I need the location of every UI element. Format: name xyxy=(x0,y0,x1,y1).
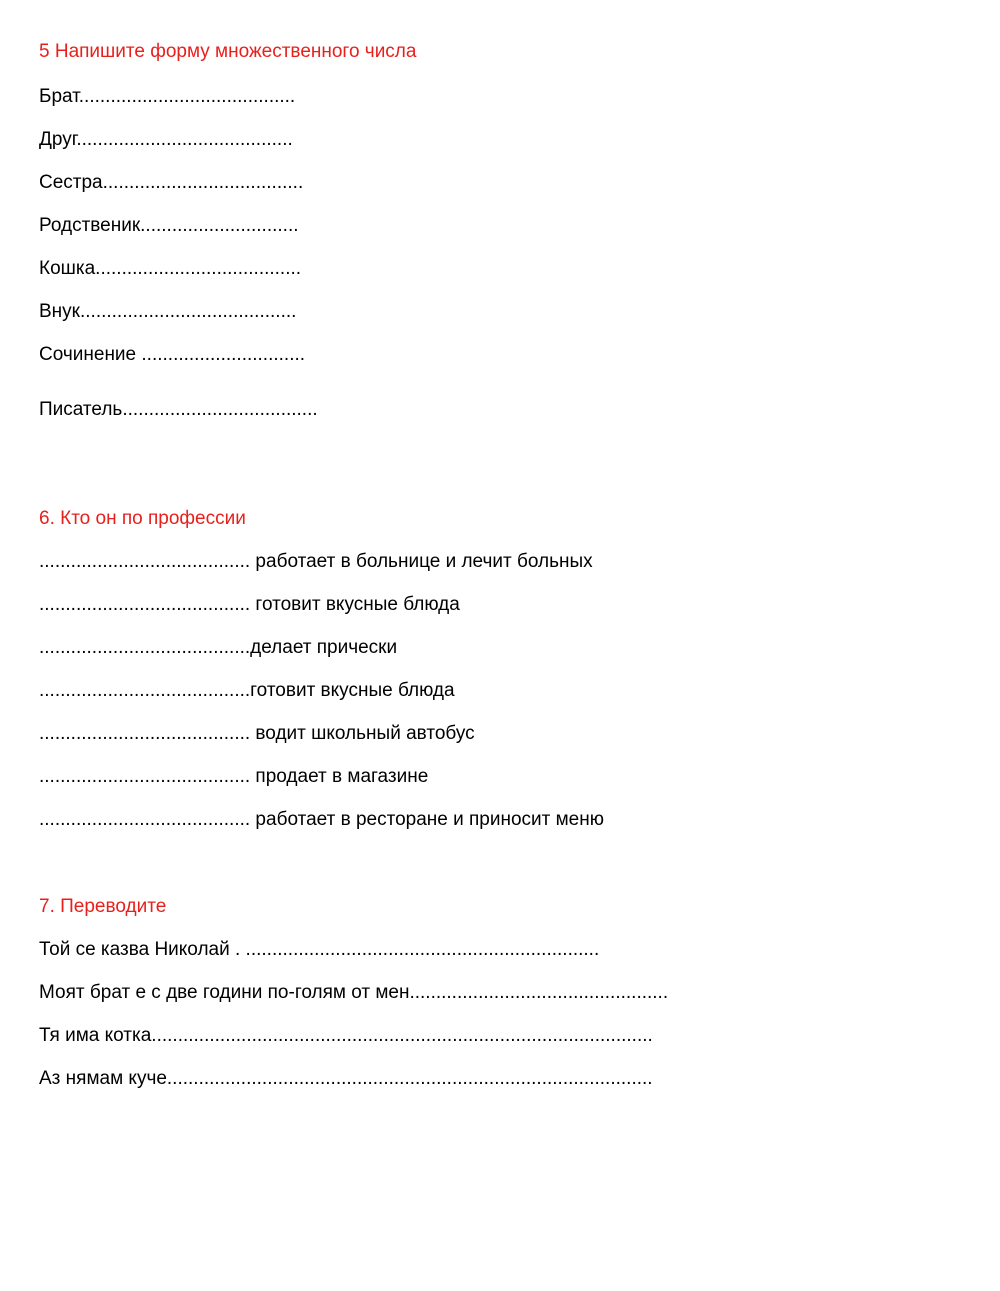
plural-item-sestra: Сестра...................................... xyxy=(39,172,304,193)
plural-item-brat: Брат......................................... xyxy=(39,86,296,107)
translate-item: Моят брат е с две години по-голям от мен................................................. xyxy=(39,982,669,1003)
profession-item: ........................................ готовит вкусные блюда xyxy=(39,594,460,615)
section-5-title: 5 Напишите форму множественного числа xyxy=(39,41,417,62)
profession-item: ........................................делает прически xyxy=(39,637,398,658)
section-6-title: 6. Кто он по профессии xyxy=(39,508,246,529)
plural-item-sochinenie: Сочинение ............................... xyxy=(39,344,306,365)
profession-item: ........................................ работает в больнице и лечит больных xyxy=(39,551,593,572)
translate-item: Аз нямам куче............................................................................................ xyxy=(39,1068,653,1089)
plural-item-rodstvenik: Родственик.............................. xyxy=(39,215,299,236)
profession-item: ........................................ работает в ресторане и приносит меню xyxy=(39,809,604,830)
profession-item: ........................................ водит школьный автобус xyxy=(39,723,475,744)
plural-item-drug: Друг......................................... xyxy=(39,129,293,150)
translate-item: Тя има котка............................................................................................... xyxy=(39,1025,653,1046)
plural-item-vnuk: Внук......................................... xyxy=(39,301,297,322)
section-7-title: 7. Переводите xyxy=(39,896,167,917)
plural-item-koshka: Кошка....................................... xyxy=(39,258,302,279)
translate-item: Той се казва Николай . ................................................................... xyxy=(39,939,600,960)
profession-item: ........................................готовит вкусные блюда xyxy=(39,680,455,701)
plural-item-pisatel: Писатель..................................... xyxy=(39,399,318,420)
profession-item: ........................................ продает в магазине xyxy=(39,766,429,787)
